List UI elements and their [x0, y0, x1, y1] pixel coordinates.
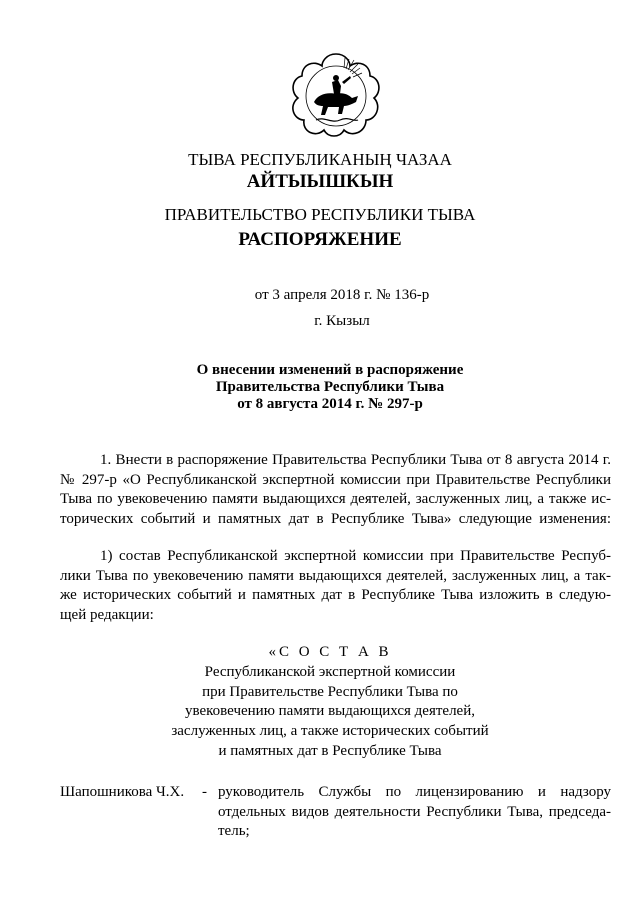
- paragraph-line: 1) состав Республиканской экспертной комиссии при Правительстве Респуб-: [100, 548, 611, 564]
- paragraph-line: же исторических событий и памятных дат в Республике Тыва изложить в следую-: [60, 587, 611, 604]
- document-city: г. Кызыл: [314, 313, 370, 329]
- government-title-tuvan: ТЫВА РЕСПУБЛИКАНЫҢ ЧАЗАА: [188, 150, 452, 169]
- composition-line: Республиканской экспертной комиссии: [204, 663, 456, 680]
- member-description-line: отдельных видов деятельности Республики Тыва, председа-: [218, 803, 611, 820]
- document-date-number: от 3 апреля 2018 г. № 136-р: [254, 287, 430, 303]
- member-dash: -: [202, 784, 207, 800]
- paragraph-2: [60, 547, 611, 626]
- subject-line: Правительства Республики Тыва: [215, 379, 445, 395]
- paragraph-line: торических событий и памятных дат в Республике Тыва» следующие изменения:: [60, 511, 611, 528]
- government-title-russian: ПРАВИТЕЛЬСТВО РЕСПУБЛИКИ ТЫВА: [164, 205, 476, 224]
- paragraph-line: № 297-р «О Республиканской экспертной комиссии при Правительстве Республики: [60, 471, 611, 488]
- composition-line: при Правительстве Республики Тыва по: [202, 683, 458, 700]
- composition-title: «С О С Т А В: [268, 644, 392, 660]
- subject-line: О внесении изменений в распоряжение: [196, 362, 464, 378]
- document-subject: [10, 362, 640, 413]
- tuva-coat-of-arms-icon: [288, 50, 384, 142]
- member-name: Шапошникова Ч.Х.: [60, 784, 185, 800]
- paragraph-line: щей редакции:: [60, 607, 154, 624]
- paragraph-line: Тыва по увековечению памяти выдающихся деятелей, заслуженных лиц, а также ис-: [60, 491, 611, 508]
- composition-heading: [10, 643, 640, 762]
- paragraph-line: 1. Внести в распоряжение Правительства Республики Тыва от 8 августа 2014 г.: [100, 452, 611, 468]
- composition-line: и памятных дат в Республике Тыва: [218, 742, 442, 759]
- order-title-tuvan: АЙТЫЫШКЫН: [246, 171, 394, 192]
- member-description-line: тель;: [218, 823, 250, 840]
- member-description: [218, 783, 611, 842]
- composition-line: увековечению памяти выдающихся деятелей,: [184, 703, 475, 720]
- member-description-line: руководитель Службы по лицензированию и надзору: [218, 784, 611, 800]
- paragraph-line: лики Тыва по увековечению памяти выдающихся деятелей, заслуженных лиц, а так-: [60, 567, 611, 584]
- paragraph-1: [60, 451, 611, 530]
- order-title-russian: РАСПОРЯЖЕНИЕ: [238, 229, 402, 250]
- composition-line: заслуженных лиц, а также исторических событий: [171, 723, 489, 740]
- subject-line: от 8 августа 2014 г. № 297-р: [237, 396, 423, 412]
